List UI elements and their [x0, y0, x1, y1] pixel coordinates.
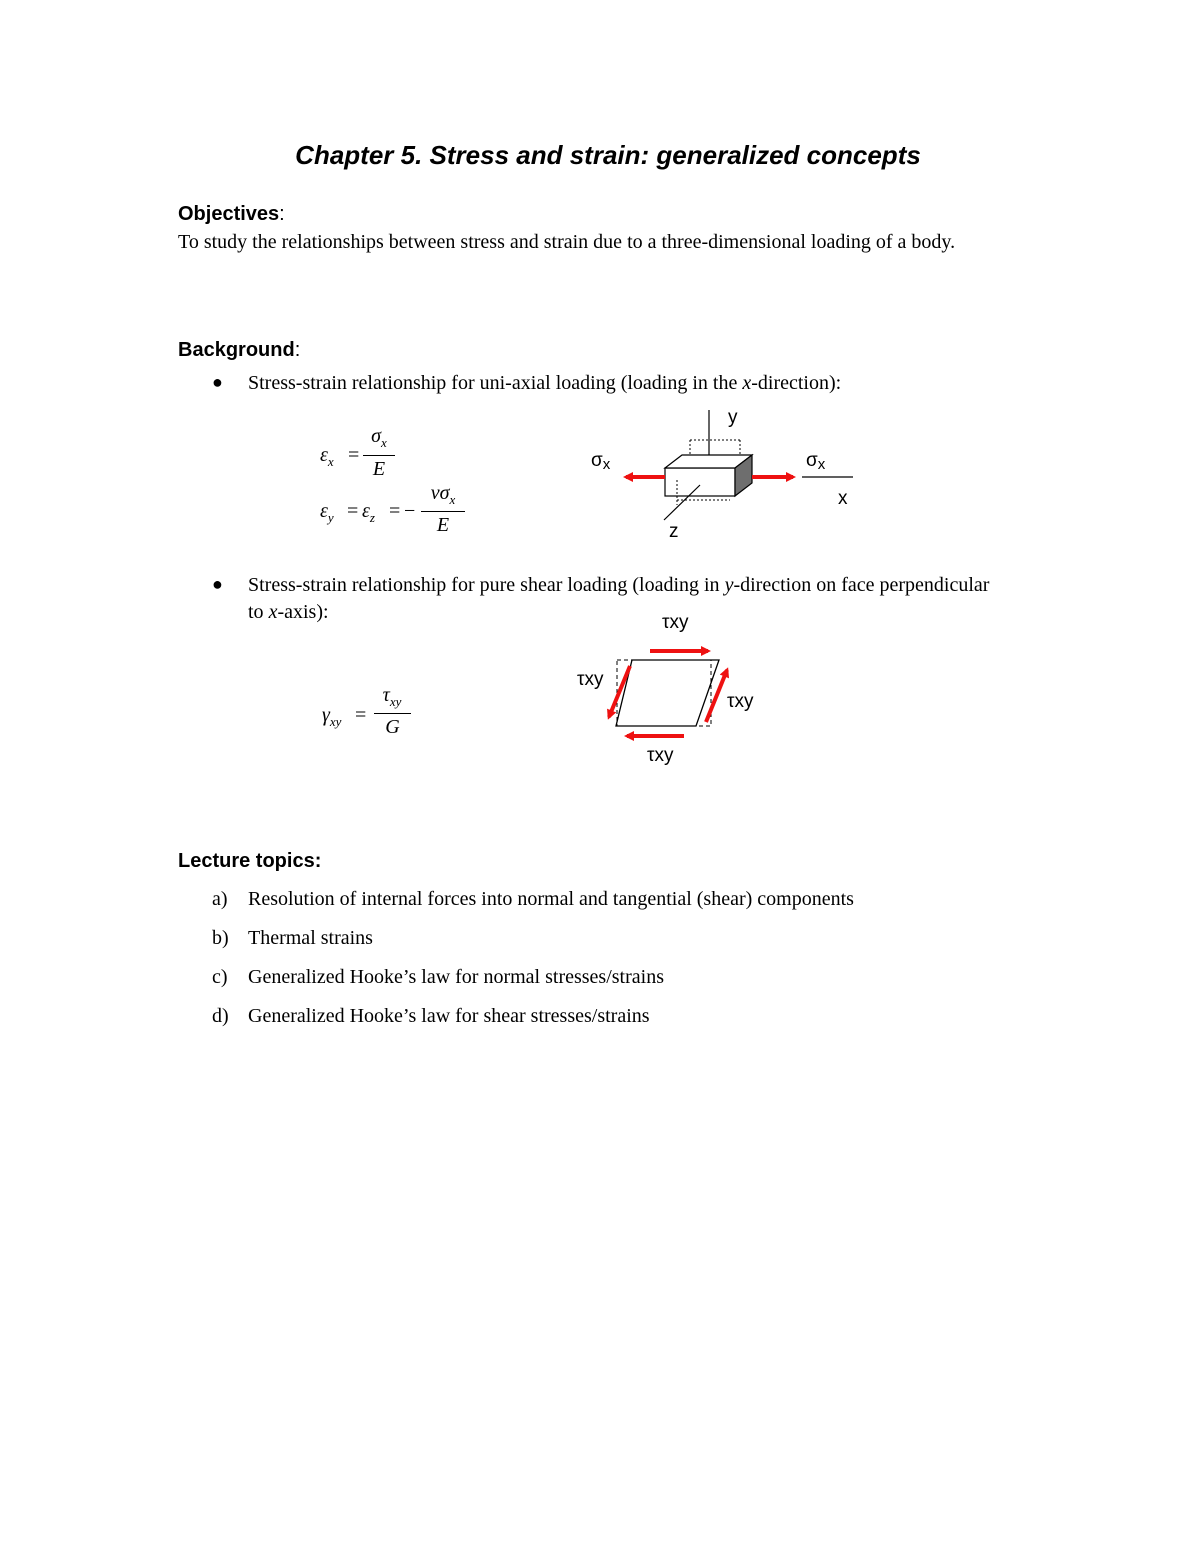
bullet-marker: ●: [212, 574, 223, 594]
eps-symbol: ε: [320, 444, 328, 466]
tau-label-bottom: [647, 745, 674, 767]
eps-sub-z: z: [369, 510, 375, 525]
sigma-sub-x: x: [449, 492, 456, 507]
objectives-heading-label: Objectives: [178, 203, 280, 225]
lecture-topics-heading-label: Lecture topics: [178, 850, 315, 872]
eps-sub-x: x: [327, 454, 334, 469]
axis-label-z: z: [669, 521, 679, 542]
eps-symbol: ε: [362, 500, 370, 522]
bullet-shear-var2: x: [268, 601, 278, 623]
sigma-symbol: σ: [371, 425, 382, 447]
eq-equals: =: [347, 500, 359, 522]
sigma-glyph: σ: [806, 450, 818, 471]
axis-label-x: x: [838, 488, 848, 509]
bullet-uniaxial-var: x: [742, 372, 752, 394]
tau-label-right: [727, 691, 754, 713]
objectives-text: To study the relationships between stress and strain due to a three-dimensional loading of a body.: [178, 231, 956, 253]
eq-equals: =: [389, 500, 401, 522]
axis-label-y: y: [728, 407, 738, 428]
topic-item: Thermal strains: [248, 927, 373, 949]
eq-minus: −: [404, 500, 416, 522]
eq-equals: =: [348, 444, 360, 466]
tau-sub-xy: xy: [389, 694, 402, 709]
tau-label-left: [577, 669, 604, 691]
tau-sub: xy: [734, 691, 754, 712]
tau-label-top: [662, 612, 689, 634]
tau-sub: xy: [584, 669, 604, 690]
gamma-sub-xy: xy: [329, 714, 342, 729]
gamma-symbol: γ: [322, 704, 330, 726]
eq-E-den: E: [436, 514, 450, 536]
topic-item: Generalized Hooke’s law for shear stresses/strains: [248, 1005, 650, 1027]
tau-sub: xy: [654, 745, 674, 766]
bullet-shear-pre: Stress-strain relationship for pure shear loading (loading in: [248, 574, 725, 596]
eq-E-den: E: [372, 458, 386, 480]
topic-item: Generalized Hooke’s law for normal stresses/strains: [248, 966, 664, 988]
nu-symbol: ν: [430, 482, 440, 504]
topic-marker: b): [212, 927, 229, 949]
tau-glyph: τ: [662, 612, 670, 633]
background-heading-label: Background: [178, 339, 295, 361]
tau-right-arrow: [706, 670, 727, 722]
topic-marker: d): [212, 1005, 229, 1027]
original-square-outline: [617, 660, 711, 726]
sigma-sub: x: [602, 456, 611, 473]
topic-item: Resolution of internal forces into normal and tangential (shear) components: [248, 888, 854, 910]
topic-marker: a): [212, 888, 228, 910]
eq-G-den: G: [385, 716, 400, 738]
tau-glyph: τ: [727, 691, 735, 712]
sheared-element-outline: [616, 660, 719, 726]
lecture-topics-heading: Lecture topics:: [178, 850, 322, 872]
bullet-shear-mid: -direction on face perpendicular to: [248, 574, 990, 623]
eps-sub-y: y: [327, 510, 334, 525]
sigma-symbol: σ: [439, 482, 450, 504]
bullet-uniaxial-post: -direction):: [751, 372, 842, 394]
bullet-shear-var1: y: [724, 574, 734, 596]
eq-equals: =: [355, 704, 367, 726]
tau-glyph: τ: [577, 669, 585, 690]
bullet-shear-post: -axis):: [277, 601, 329, 623]
bullet-marker: ●: [212, 372, 223, 392]
bullet-uniaxial-pre: Stress-strain relationship for uni-axial loading (loading in the: [248, 372, 743, 394]
tau-symbol: τ: [382, 684, 390, 706]
sigma-glyph: σ: [591, 450, 603, 471]
tau-sub: xy: [669, 612, 689, 633]
eps-symbol: ε: [320, 500, 328, 522]
topic-marker: c): [212, 966, 228, 988]
objectives-heading: Objectives:: [178, 203, 285, 225]
tau-glyph: τ: [647, 745, 655, 766]
page-title: Chapter 5. Stress and strain: generalized concepts: [295, 140, 921, 170]
sigma-sub-x: x: [381, 435, 387, 450]
background-heading: Background:: [178, 339, 301, 361]
sigma-sub: x: [817, 456, 826, 473]
